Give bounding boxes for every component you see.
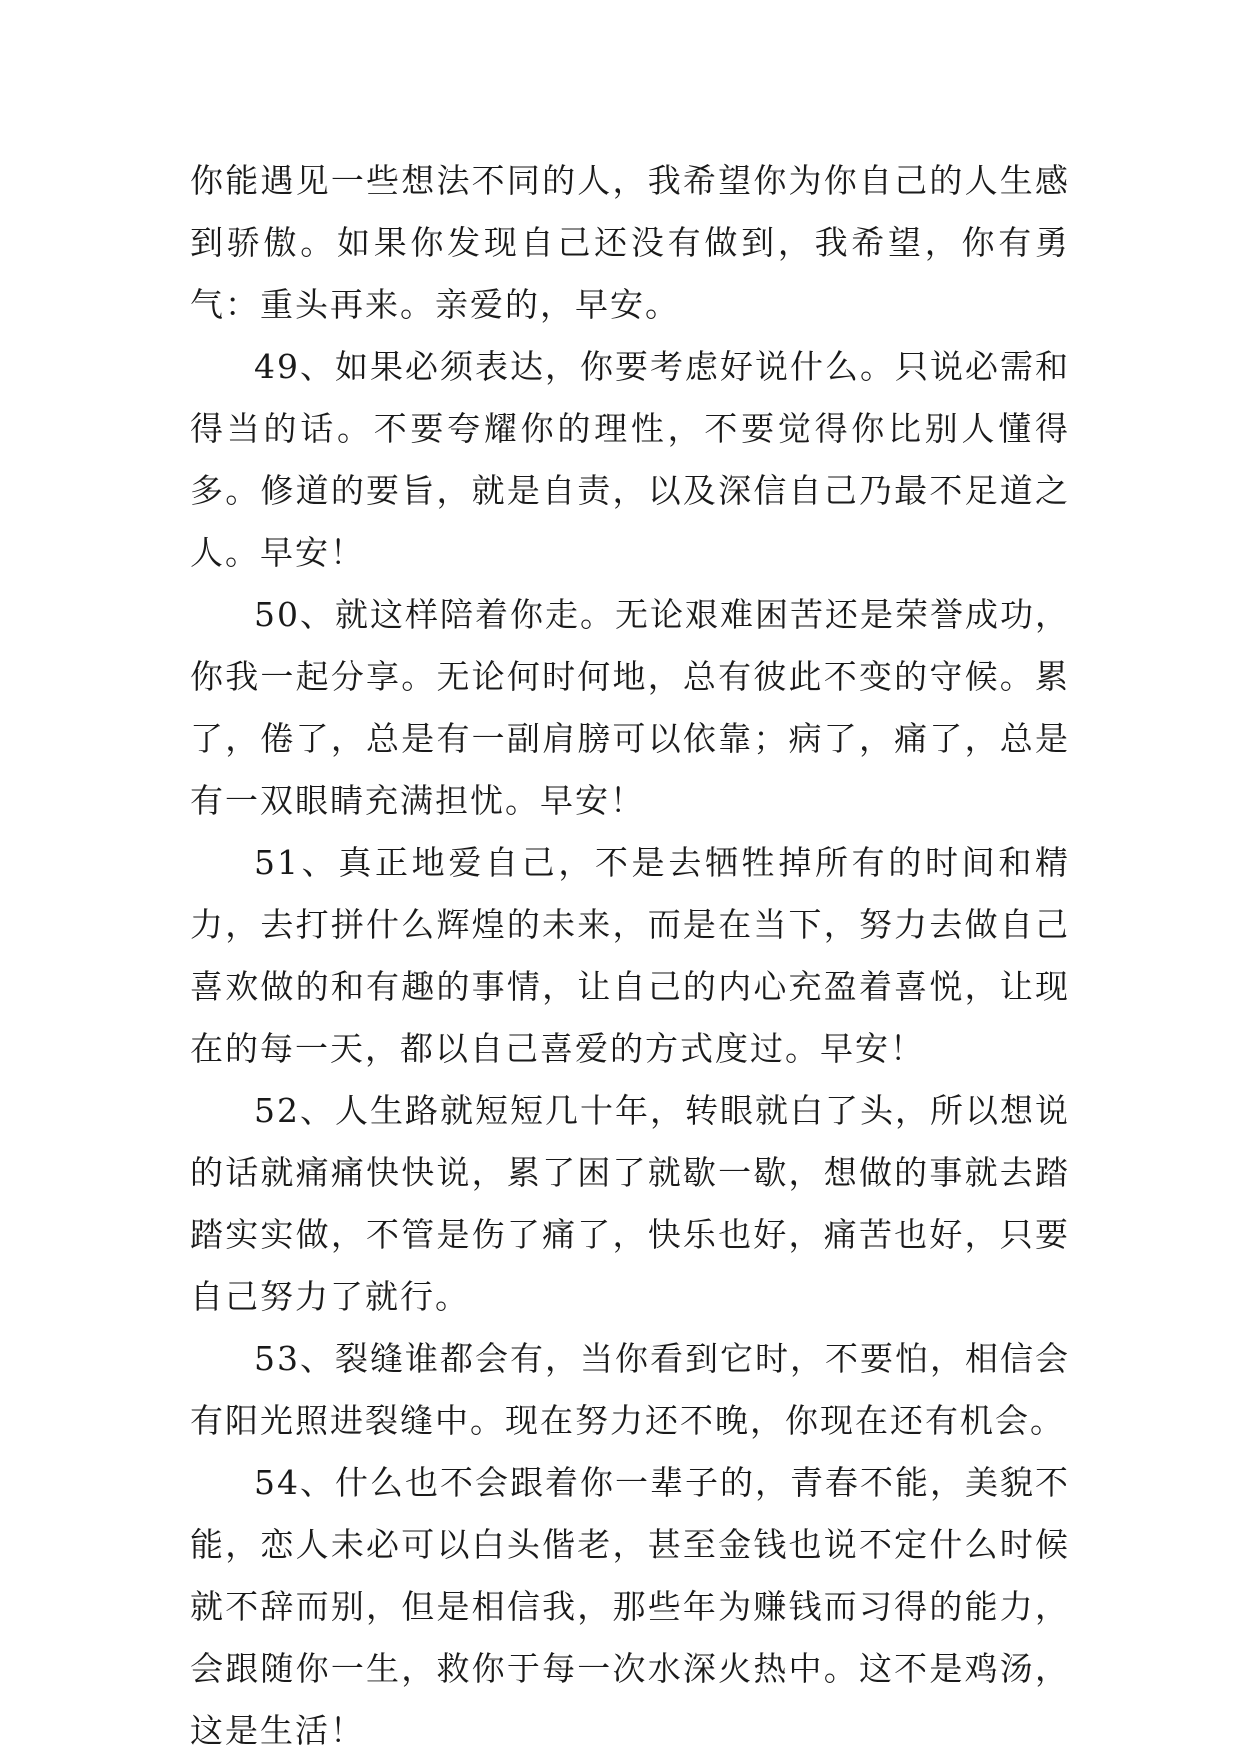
paragraph-49: 49、如果必须表达，你要考虑好说什么。只说必需和得当的话。不要夸耀你的理性，不要觉得你比别人懂得多。修道的要旨，就是自责，以及深信自己乃最不足道之人。早安！ xyxy=(190,347,1070,572)
paragraph-54: 54、什么也不会跟着你一辈子的，青春不能，美貌不能，恋人未必可以白头偕老，甚至金钱也说不定什么时候就不辞而别，但是相信我，那些年为赚钱而习得的能力，会跟随你一生，救你于每一次水深火热中。这不是鸡汤，这是生活！ xyxy=(190,1463,1070,1750)
paragraph-52: 52、人生路就短短几十年，转眼就白了头，所以想说的话就痛痛快快说，累了困了就歇一歇，想做的事就去踏踏实实做，不管是伤了痛了，快乐也好，痛苦也好，只要自己努力了就行。 xyxy=(190,1091,1070,1316)
paragraph-53: 53、裂缝谁都会有，当你看到它时，不要怕，相信会有阳光照进裂缝中。现在努力还不晚，你现在还有机会。 xyxy=(190,1339,1070,1440)
paragraph-51: 51、真正地爱自己，不是去牺牲掉所有的时间和精力，去打拼什么辉煌的未来，而是在当下，努力去做自己喜欢做的和有趣的事情，让自己的内心充盈着喜悦，让现在的每一天，都以自己喜爱的方式度过。早安！ xyxy=(190,843,1070,1068)
document-body xyxy=(190,150,1070,1762)
paragraph-50: 50、就这样陪着你走。无论艰难困苦还是荣誉成功，你我一起分享。无论何时何地，总有彼此不变的守候。累了，倦了，总是有一副肩膀可以依靠；病了，痛了，总是有一双眼睛充满担忧。早安！ xyxy=(190,595,1070,820)
paragraph-continuation: 你能遇见一些想法不同的人，我希望你为你自己的人生感到骄傲。如果你发现自己还没有做到，我希望，你有勇气：重头再来。亲爱的，早安。 xyxy=(190,161,1070,324)
